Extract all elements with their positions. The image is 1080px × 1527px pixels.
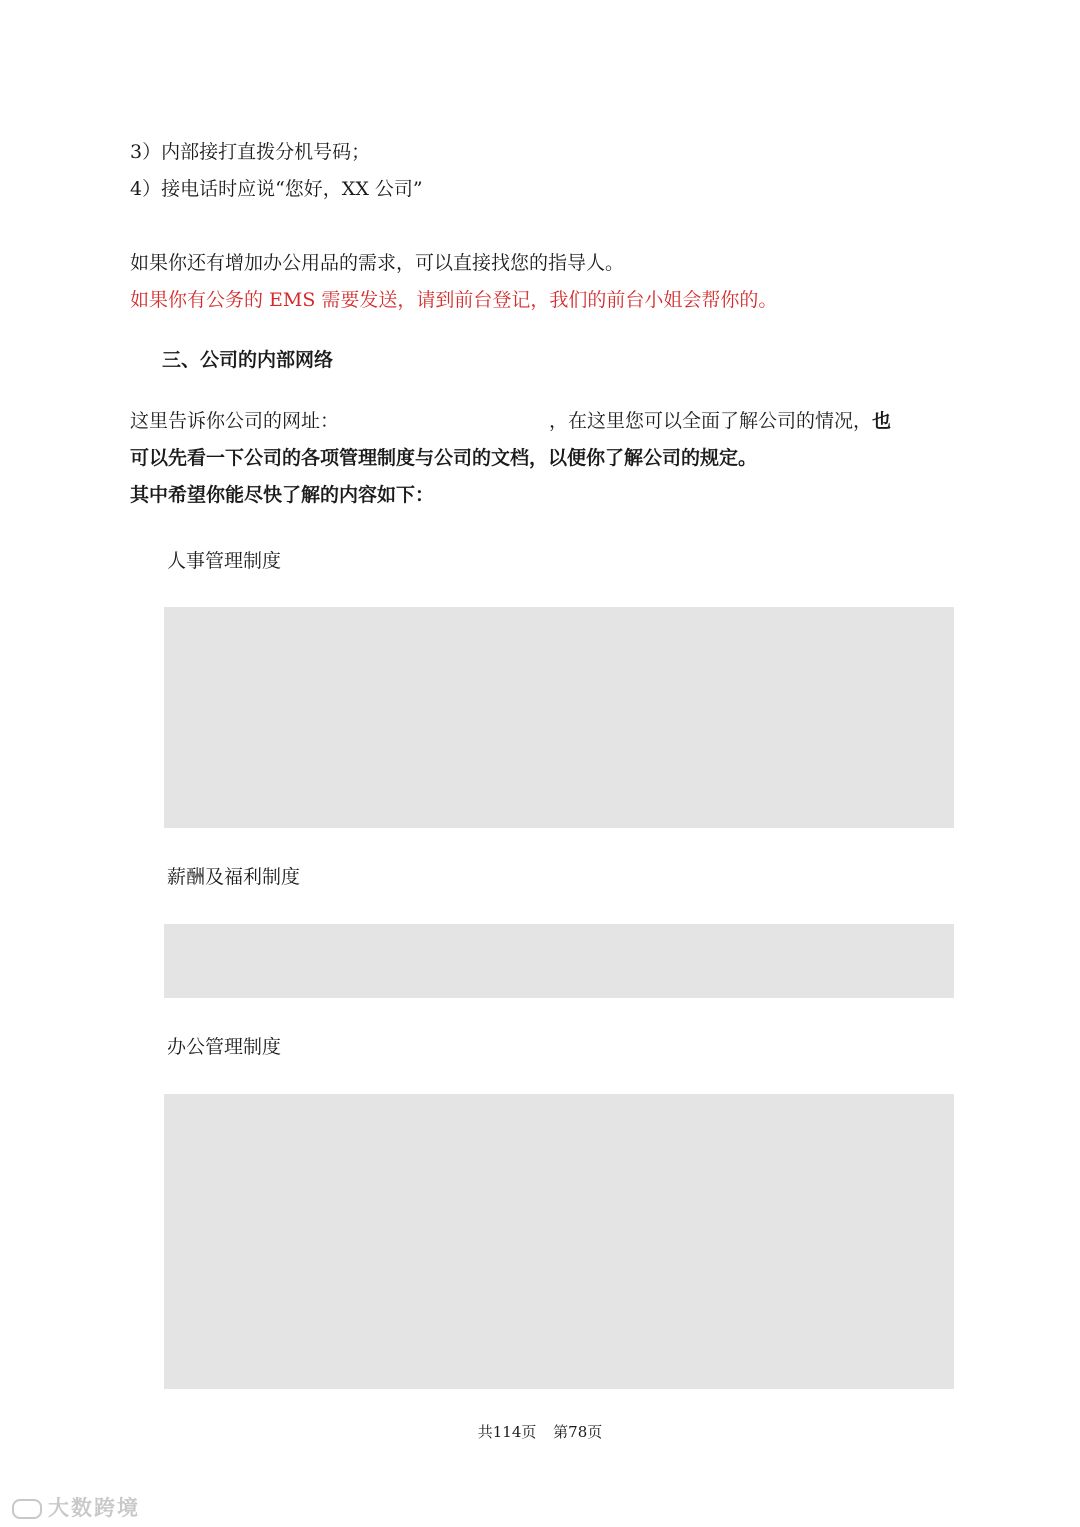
website-line [130,409,891,433]
list-item-4: 4）接电话时应说“您好，XX 公司” [130,178,423,200]
ems-note: 如果你有公务的 EMS 需要发送，请到前台登记，我们的前台小姐会帮你的。 [130,289,778,311]
compensation-image-placeholder [164,924,954,998]
subsection-compensation: 薪酬及福利制度 [167,866,301,888]
list-item-3: 3）内部接打直拨分机号码； [130,141,371,163]
office-policy-image-placeholder [164,1094,954,1389]
hr-policy-image-placeholder [164,607,954,828]
current-page: 第78页 [553,1423,603,1441]
website-prefix: 这里告诉你公司的网址： [130,410,340,432]
section-heading: 三、公司的内部网络 [162,349,334,371]
website-bold-tail: 也 [872,410,892,432]
watermark-logo-icon [12,1499,42,1519]
page-footer [0,1422,1080,1442]
subsection-hr-policy: 人事管理制度 [167,550,282,572]
subsection-office-policy: 办公管理制度 [167,1036,282,1058]
total-pages: 共114页 [477,1423,537,1441]
website-line-3: 其中希望你能尽快了解的内容如下： [130,484,435,506]
website-middle: ，在这里您可以全面了解公司的情况， [549,410,873,432]
watermark [12,1492,140,1522]
office-supplies-note: 如果你还有增加办公用品的需求，可以直接找您的指导人。 [130,252,625,274]
watermark-text: 大数跨境 [48,1496,140,1520]
website-line-2: 可以先看一下公司的各项管理制度与公司的文档，以便你了解公司的规定。 [130,447,758,469]
